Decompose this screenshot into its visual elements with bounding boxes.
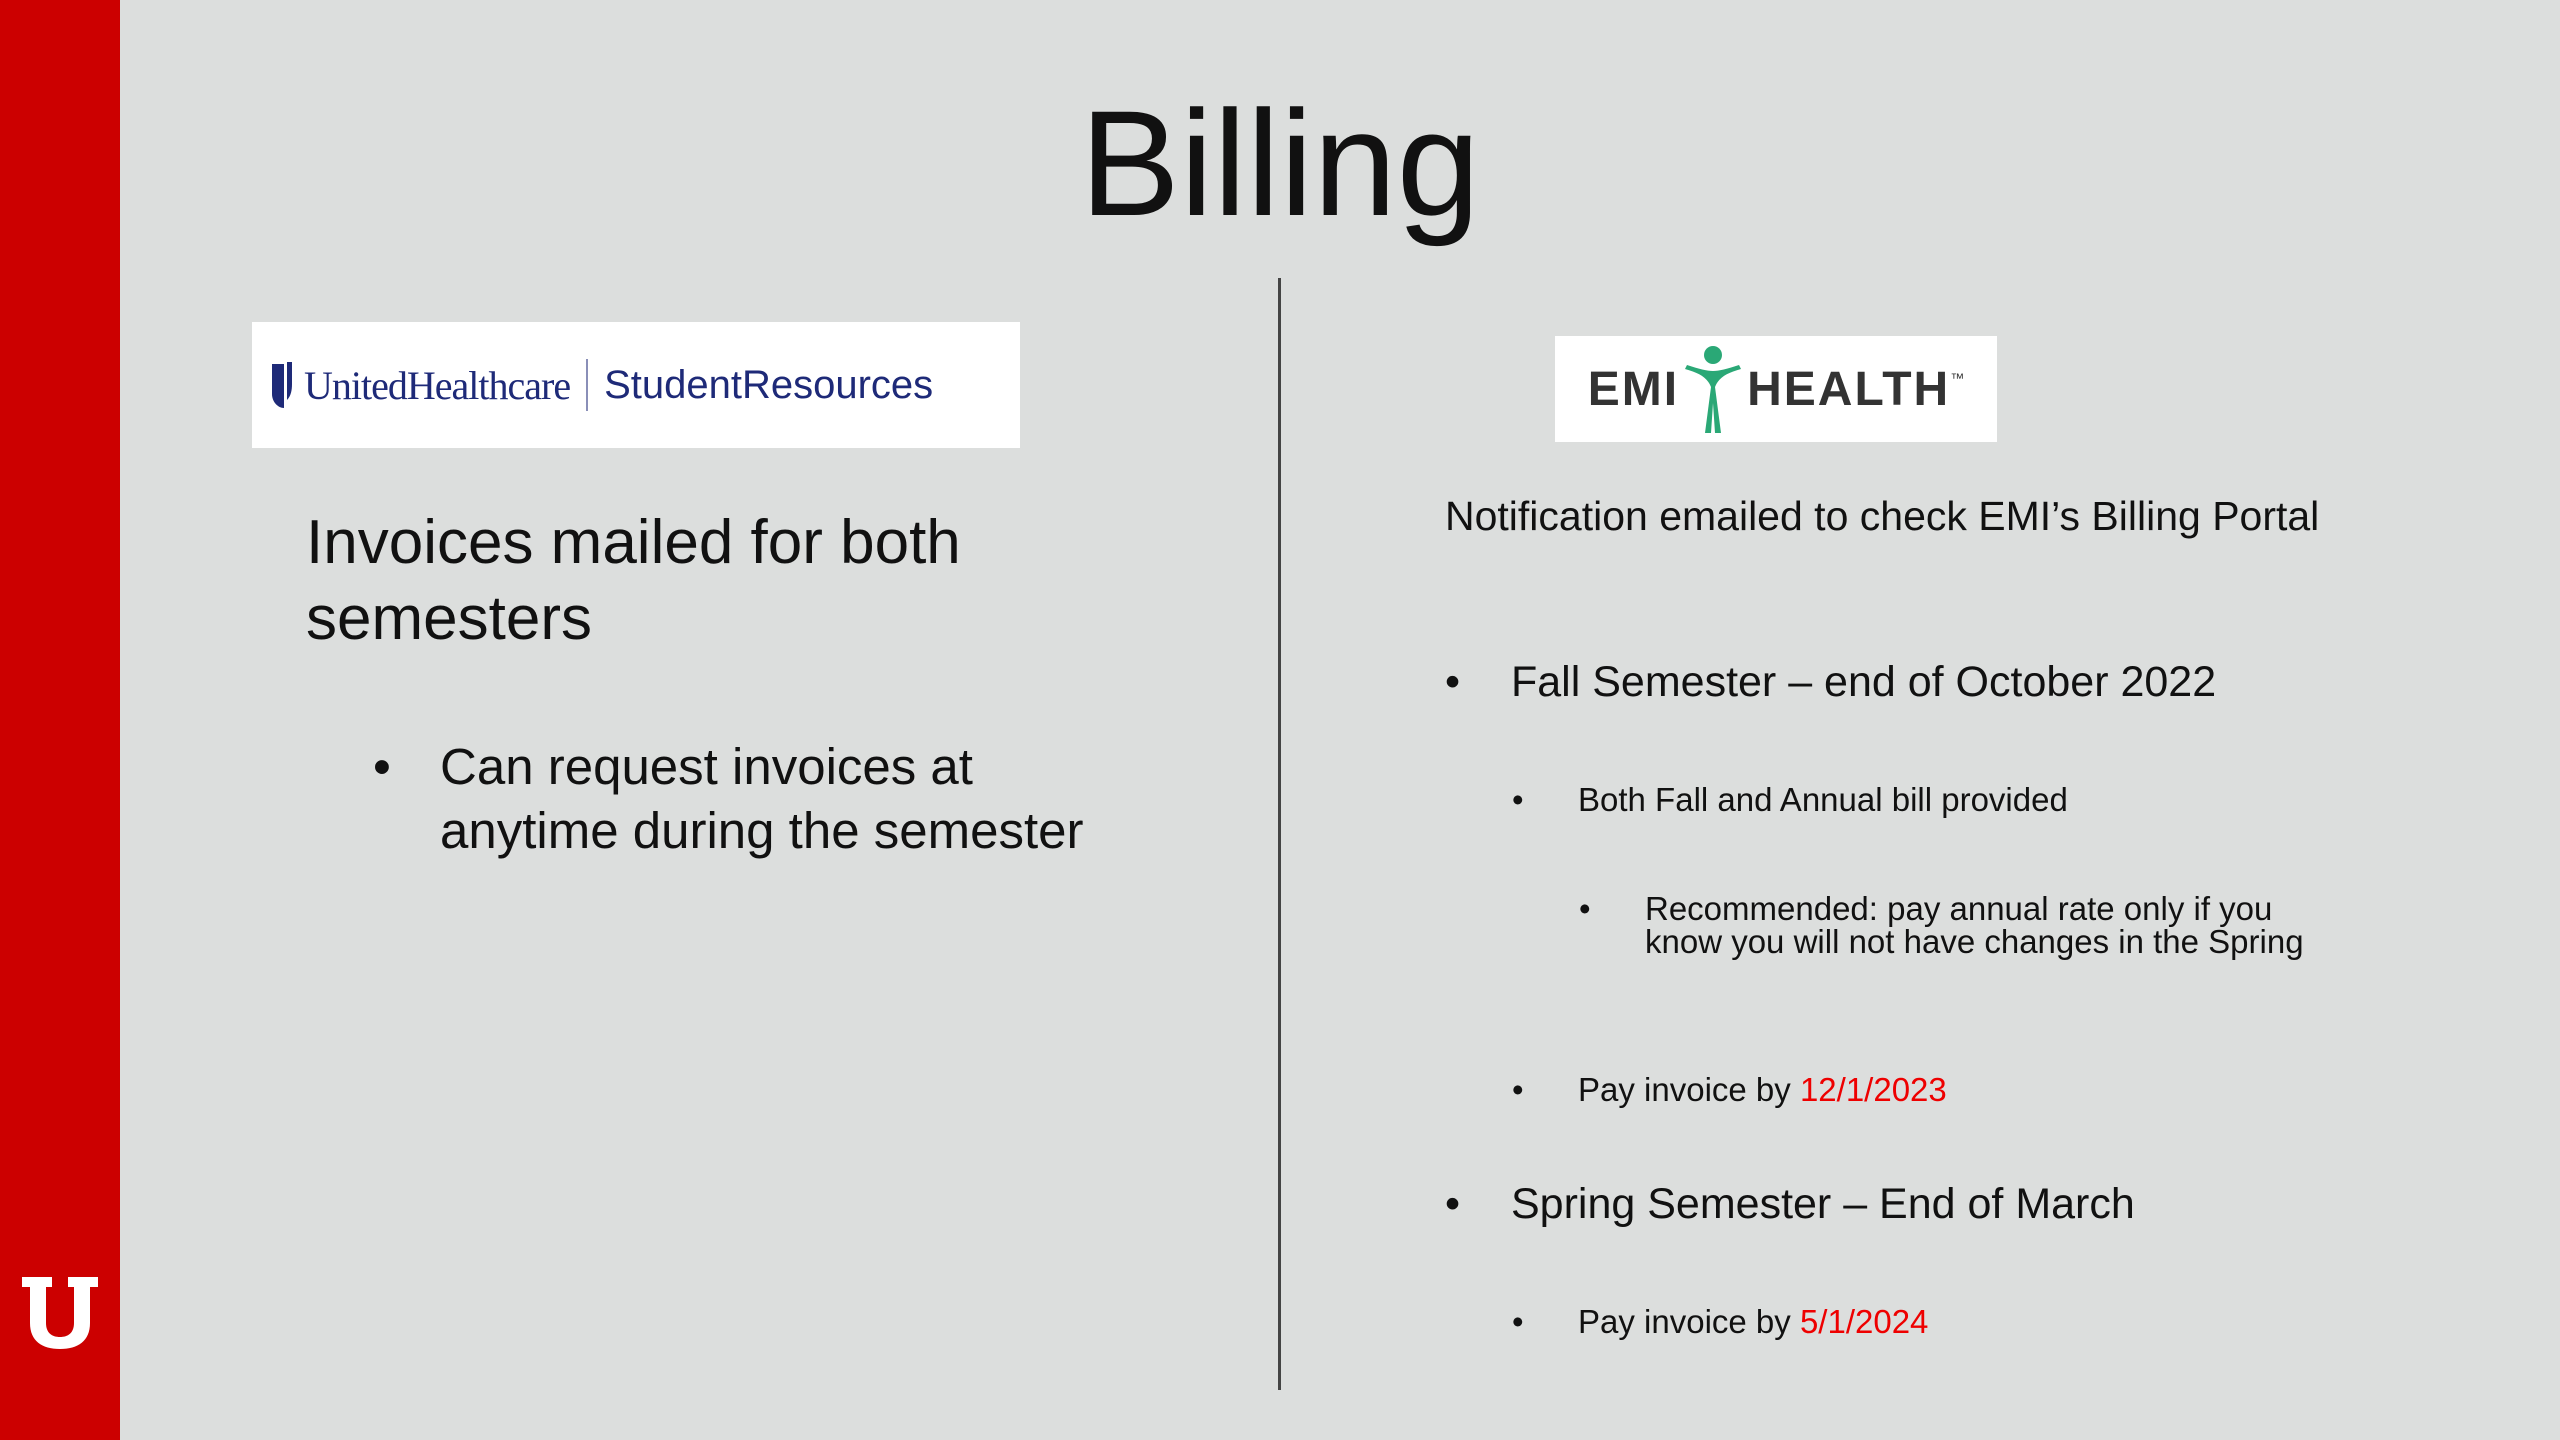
unitedhealthcare-logo xyxy=(252,322,1020,448)
uhc-logo-name: UnitedHealthcare xyxy=(304,362,571,408)
bullet-dot: • xyxy=(1445,1180,1461,1228)
fall-pay-date: 12/1/2023 xyxy=(1799,1071,1947,1108)
left-bullet-text: Can request invoices at anytime during the semester xyxy=(440,738,1084,859)
bullet-dot: • xyxy=(373,738,391,795)
fall-bills-text: Both Fall and Annual bill provided xyxy=(1578,781,2068,818)
person-figure-icon xyxy=(1681,343,1745,435)
column-divider xyxy=(1278,278,1281,1390)
recommendation-text: Recommended: pay annual rate only if you know you will not have changes in the Spring xyxy=(1645,890,2304,960)
right-heading: Notification emailed to check EMI’s Billing Portal xyxy=(1445,493,2320,539)
emi-logo-left: EMI xyxy=(1587,362,1680,416)
fall-semester-text: Fall Semester – end of October 2022 xyxy=(1511,658,2217,706)
spring-semester-text: Spring Semester – End of March xyxy=(1511,1180,2135,1228)
spring-pay-text xyxy=(1578,1302,1928,1342)
bullet-dot: • xyxy=(1512,1303,1524,1340)
fall-pay-label: Pay invoice by xyxy=(1578,1071,1800,1108)
emi-health-logo xyxy=(1555,336,1997,442)
left-heading: Invoices mailed for both semesters xyxy=(306,508,961,653)
bullet-dot: • xyxy=(1512,1071,1524,1108)
uhc-shield-icon xyxy=(270,360,294,410)
bullet-dot: • xyxy=(1579,890,1591,927)
fall-pay-text xyxy=(1578,1070,1947,1110)
uhc-logo-section: StudentResources xyxy=(604,362,934,407)
slide-title: Billing xyxy=(1079,79,1481,247)
trademark-mark: ™ xyxy=(1950,370,1965,386)
spring-pay-date: 5/1/2024 xyxy=(1799,1303,1929,1340)
emi-logo-right: HEALTH xyxy=(1747,362,1951,416)
bullet-dot: • xyxy=(1512,781,1524,818)
spring-pay-label: Pay invoice by xyxy=(1578,1303,1800,1340)
logo-separator xyxy=(586,359,588,411)
bullet-dot: • xyxy=(1445,658,1461,706)
university-u-logo-icon xyxy=(20,1275,100,1351)
